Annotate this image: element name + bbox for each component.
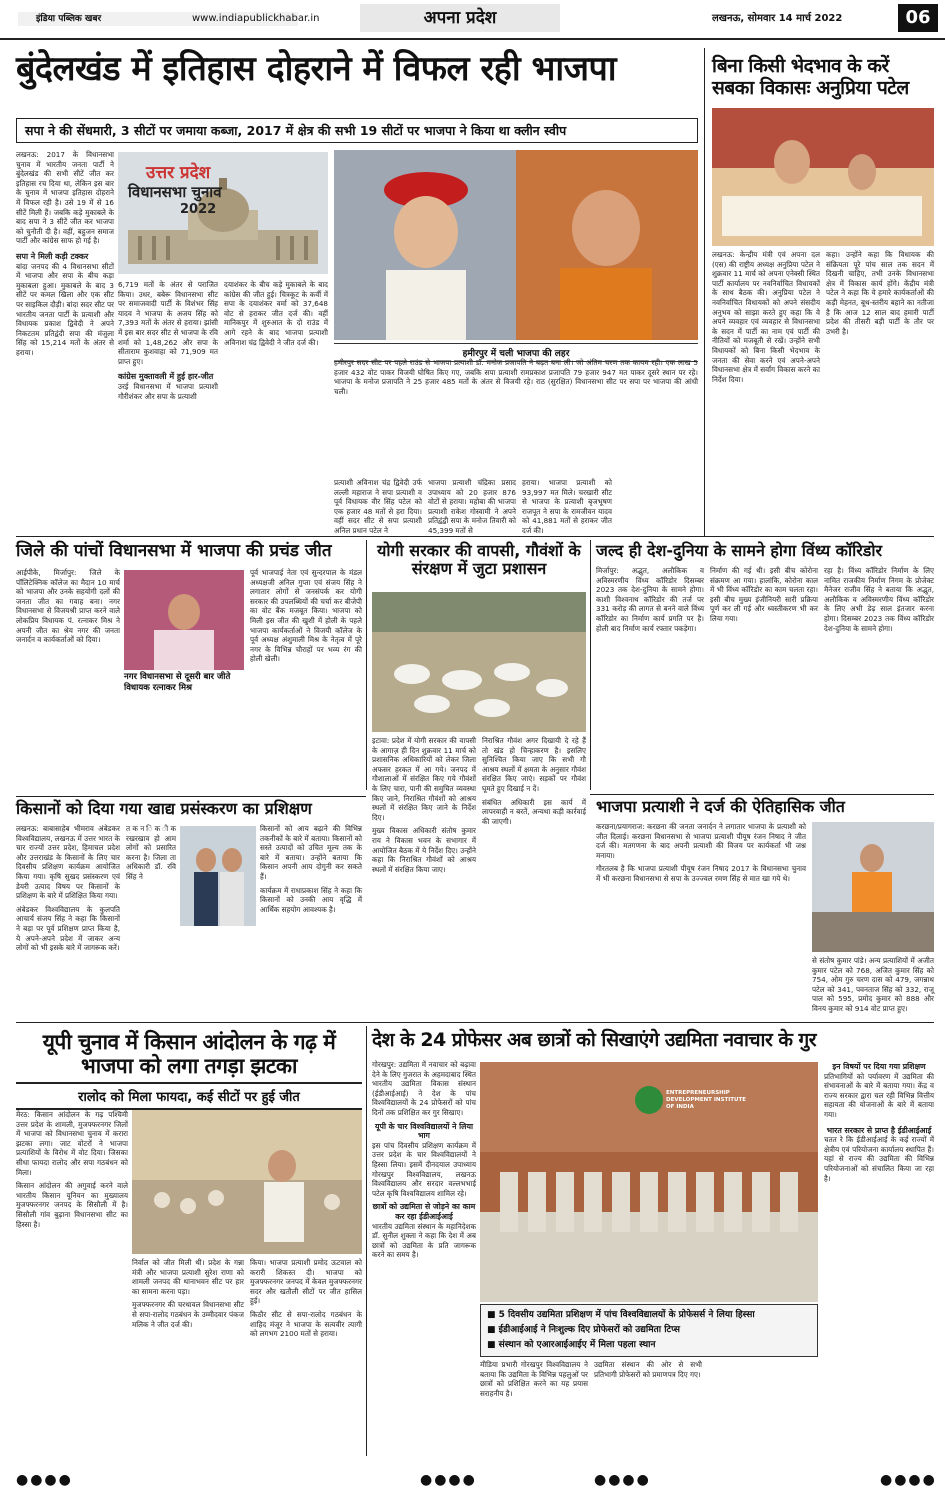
- footer-dots: ●●●●: [594, 1472, 651, 1488]
- yogi-article-col1: इटावा: प्रदेश में योगी सरकार की वापसी के आगाज़ ही दिन शुक्रवार 11 मार्च को प्रशासनिक अधिकारियों को लेकर जिला अफसर हरकत में आ गये। जनपद में गौशालाओं में संरक्षित किए गये गौवंशों के लिए चारा, पानी की समुचित व्यवस्था किए जाने, निराश्रित गौवंशों को आश्रय स्थलों में संरक्षित किए जाने के निर्देश दिए। मुख्य विकास अधिकारी संतोष कुमार राय ने विकास भवन के सभागार में आयोजित बैठक में ये निर्देश दिए। उन्होंने कहा कि निराश्रित गौवंशों को आश्रय स्थलों में संरक्षित किया जाए।: [372, 736, 476, 874]
- highlight-item: ■ ईडीआईआई ने निःशुल्क दिए प्रोफेसरों को उद्यमिता टिप्स: [487, 1325, 680, 1335]
- group-photo: [480, 1062, 818, 1302]
- graphic-year: 2022: [180, 202, 217, 217]
- graphic-title: उत्तर प्रदेश: [146, 163, 211, 183]
- publication-name: इंडिया पब्लिक खबर: [18, 12, 298, 26]
- column-divider: [590, 540, 591, 790]
- lead-headline: बुंदेलखंड में इतिहास दोहराने में विफल रही भाजपा: [16, 49, 617, 89]
- bjp-win-headline: भाजपा प्रत्याशी ने दर्ज की ऐतिहासिक जीत: [596, 797, 845, 816]
- column-divider: [366, 1026, 367, 1456]
- jila-headline: जिले की पांचों विधानसभा में भाजपा की प्रचंड जीत: [16, 541, 332, 561]
- vindhya-article-col3: रहा है। विंध्य कॉरिडोर निर्माण के लिए नामित राजकीय निर्माण निगम के प्रोजेक्ट मैनेजर राजीव सिंह ने बताया कि अद्भुत, अलौकिक व अविस्मरणीय विंध्य कॉरिडोर के लिए अभी डेढ़ साल इंतजार करना होगा। दिसम्बर 2023 तक विंध्य कॉरिडोर देश-दुनिया के सामने होगा।: [824, 566, 934, 633]
- lead-photo: [334, 150, 698, 340]
- kisan-headline: किसानों को दिया गया खाद्य प्रसंस्करण का प्रशिक्षण: [16, 799, 312, 818]
- upchunav-headline: यूपी चुनाव में किसान आंदोलन के गढ़ में भाजपा को लगा तगड़ा झटका: [42, 1030, 336, 1079]
- lead-article-col1: लखनऊ: 2017 के विधानसभा चुनाव में भारतीय जनता पार्टी ने बुंदेलखंड की सभी सीटें जीत कर इतिहास रच दिया था, लेकिन इस बार के चुनाव में भाजपा इतिहास दोहराने में विफल रही है। उसे 19 में से 16 सीटें मिली हैं। जबकि कड़े मुकाबले के बाद सपा ने 3 सीटें जीत कर भाजपा को चुनौती दी है। वहीं, बहुजन समाज पार्टी और कांग्रेस साफ हो गई है। सपा ने मिली कड़ी टक्कर बांदा जनपद की 4 विधानसभा सीटों में भाजपा और सपा के बीच कड़ा मुकाबला हुआ। मुकाबले के बाद 3 सीटें पर कमल खिला और एक सीट पर साइकिल दौड़ी। बांदा सदर सीट पर भारतीय जनता पार्टी के प्रत्याशी और विधायक प्रकाश द्विवेदी ने अपने निकटतम प्रतिद्वंदी सपा की मंजुला सिंह को 15,214 मतों के अंतर से हराया।: [16, 150, 114, 357]
- bjp-win-article-col2: से संतोष कुमार पांडे। अन्य प्रत्याशियों में अजीत कुमार पटेल को 768, अजित कुमार सिंह को 754, ओम गुरु चरण दास को 479, जगन्नाथ पटेल को 341, पवनताज सिंह को 332, राजू पाल को 595, प्रमोद कुमार को 888 और विनय कुमार को 914 वोट प्राप्त हुए।: [812, 956, 934, 1013]
- section-divider: [16, 796, 366, 797]
- professor-group-photo: [480, 1062, 818, 1302]
- election-graphic: [118, 152, 328, 274]
- section-title: अपना प्रदेश: [360, 4, 560, 32]
- section-divider: [16, 1022, 934, 1023]
- bjp-win-photo: [812, 822, 934, 952]
- upchunav-subheadline: रालोद को मिला फायदा, कई सीटों पर हुई जीत: [16, 1082, 362, 1110]
- graphic-subtitle: विधानसभा चुनाव: [128, 183, 222, 201]
- lead-subheadline: सपा ने की सेंधमारी, 3 सीटों पर जमाया कब्जा, 2017 में क्षेत्र की सभी 19 सीटों पर भाजपा ने किया था क्लीन स्वीप: [16, 118, 698, 143]
- lead-body-col2: प्रत्याशी अविनाश चंद्र द्विवेदी उर्फ लल्ली महाराज ने सपा प्रत्याशी व पूर्व विधायक वीर सिंह पटेल को एक हजार 48 मतों से हरा दिया। वहीं सदर सीट से सपा प्रत्याशी अनिल प्रधान पटेल ने: [334, 478, 422, 535]
- crowd-photo: [132, 1110, 362, 1254]
- section-divider: [590, 794, 934, 795]
- footer-dots: ●●●●: [420, 1472, 477, 1488]
- kisan-article-col1: लखनऊ: बाबासाहेब भीमराव अंबेडकर विश्वविद्यालय, लखनऊ में उत्तर भारत के चार राज्यों उत्तर प्रदेश, हिमाचल प्रदेश और उत्तराखंड के किसानों के लिए चार दिवसीय प्रशिक्षण कार्यक्रम आयोजित किया गया। कृषि सुखद प्रसंस्करण एवं डेयरी उत्पाद विषय पर किसानों के प्रशिक्षण के बारे में प्रशिक्षित किया गया। अंबेडकर विश्वविद्यालय के कुलपति आचार्य संजय सिंह ने कहा कि किसानों ने बड़ा पर पूर्व प्रशिक्षण प्राप्त किया है, ये अपने-अपने प्रदेश में जाकर अन्य लोगों को भी इसके बारे में जागरूक करें।: [16, 824, 120, 953]
- politicians-photo: [334, 150, 698, 340]
- upchunav-article-col1: मेरठ: किसान आंदोलन के गढ़ पश्चिमी उत्तर प्रदेश के शामली, मुजफ्फरनगर जिलों में भाजपा को विधानसभा चुनाव में करारा झटका लगा। जाट वोटरों ने भाजपा प्रत्याशियों के विरोध में वोट दिया। जिसका सीधा फायदा रालोद और सपा गठबंधन को मिला। किसान आंदोलन की अगुवाई करने वाले भारतीय किसान यूनियन का मुख्यालय मुजफ्फरनगर जनपद के सिसौली में है। सिसौली गांव बुढ़ाना विधानसभा सीट का हिस्सा है।: [16, 1110, 128, 1229]
- anupriya-article-col2: कहा। उन्होंने कहा कि विधायक की संक्रियता पूरे पांच साल तक सदन में दिखनी चाहिए, तभी उनके विधानसभा क्षेत्र में विकास कार्य होंगे। केंद्रीय मंत्री पटेल ने कहा कि ये हमारे कार्यकर्ताओं की कड़ी मेहनत, बूथ-स्तरीय बहाने का नतीजा है कि आज 12 साल बाद हमारी पार्टी प्रदेश की तीसरी बड़ी पार्टी के तौर पर उभरी है।: [826, 250, 934, 336]
- bjp-win-article-col1: करछना/प्रयागराज: करछना की जनता जनार्दन ने लगातार भाजपा के प्रत्याशी को जीत दिलाई। करछना विधानसभा से भाजपा प्रत्याशी पीयूष रंजन निषाद ने जीत दर्ज की। मतगणना के बाद अपनी प्रत्याशी की विजय पर कार्यकर्ता भी जश्न मनाया। गौरतलब है कि भाजपा प्रत्याशी पीयूष रंजन निषाद 2017 के विधानसभा चुनाव में भी करछना विधानसभा से सपा के उज्ज्वल रमण सिंह से मात खा गये थे।: [596, 822, 806, 883]
- lead-body-col3: भाजपा प्रत्याशी चंद्रिका प्रसाद उपाध्याय को 20 हजार 876 वोटों से हराया। महोबा की भाजपा प्रत्याशी राकेश गोस्वामी ने अपने प्रतिद्वंद्वी सपा के मनोज तिवारी को 45,399 मतों से: [428, 478, 516, 535]
- column-divider: [704, 48, 705, 536]
- highlight-item: ■ संस्थान को एआरआईआईए में मिला पहला स्थान: [487, 1340, 656, 1350]
- meeting-photo: [712, 108, 934, 246]
- cows-photo: [372, 592, 586, 732]
- celebration-photo: [124, 570, 244, 670]
- professor-headline: देश के 24 प्रोफेसर अब छात्रों को सिखाएंगे उद्यमिता नवाचार के गुर: [372, 1029, 817, 1051]
- anupriya-article-col1: लखनऊ: केन्द्रीय मंत्री एवं अपना दल (एस) की राष्ट्रीय अध्यक्ष अनुप्रिया पटेल ने शुक्रवार 11 मार्च को अपना एनेक्सी स्थित पार्टी कार्यालय पर नवनिर्वाचित विधायकों के साथ बैठक की। अनुप्रिया पटेल ने नवनिर्वाचित विधायकों को अपने संसदीय अनुभव को साझा करते हुए कहा कि वे अपने व्यवहार एवं व्यवहार से विधानसभा के सदन में पार्टी का नाम एवं पार्टी की नीतियों को मजबूती से रखें। उन्होंने सभी विधायकों को बिना किसी भेदभाव के जनता की सेवा करने एवं अपने-अपने विधानसभा क्षेत्र में सर्वांग विकास करने का निर्देश दिया।: [712, 250, 820, 384]
- cattle-photo: [372, 592, 586, 732]
- lead-article-col2: 6,719 मतों के अंतर से पराजित किया। उधर, बबेरू विधानसभा सीट पर समाजवादी पार्टी के विशंभर सिंह यादव ने भाजपा के अजय सिंह को 7,393 मतों के अंतर से हराया। झांसी में इस बार सदर सीट से भाजपा के रवि शर्मा को 1,48,262 और सपा के सीताराम कुशवाहा को 71,909 मत प्राप्त हुए। कांग्रेस मुक्तावली में हुई हार-जीत उरई विधानसभा में भाजपा प्रत्याशी गौरीशंकर और सपा के प्रत्याशी: [118, 280, 218, 401]
- lead-photo-body: हमीरपुर सदर सीट पर पहले राउंड से भाजपा प्रत्याशी डॉ. मनोज प्रजापति ने बढ़त बना ली। जो अंतिम चरण तक कायम रही। एक लाख 5 हजार 432 वोट पाकर विजयी घोषित किए गए, जबकि सपा प्रत्याशी रामप्रकाश प्रजापति 79 हजार 947 मत पाकर दूसरे स्थान पर रहे। भाजपा के मनोज प्रजापति ने 25 हजार 485 मतों के अंतर से विजयी रहे। राठ (सुरक्षित) विधानसभा सीट पर सपा पर भाजपा की आंधी चली।: [334, 358, 698, 396]
- footer-dots: ●●●●: [16, 1472, 73, 1488]
- vindhya-headline: जल्द ही देश-दुनिया के सामने होगा विंध्य कॉरिडोर: [596, 541, 883, 560]
- column-divider: [366, 540, 367, 790]
- anupriya-photo: [712, 108, 934, 246]
- lead-photo-caption: हमीरपुर में चली भाजपा की लहर: [334, 343, 698, 362]
- professor-article-col2: मीडिया प्रभारी गोरखपुर विश्वविद्यालय ने बताया कि उद्यमिता के विभिन्न पहलुओं पर छात्रों को प्रशिक्षित करने का यह प्रयास सराहनीय है।: [480, 1360, 588, 1398]
- upchunav-article-col2: निर्वाल को जीत मिली थी। प्रदेश के गन्ना मंत्री और भाजपा प्रत्याशी सुरेश राणा को शामली जनपद की थानाभवन सीट पर हार का सामना करना पड़ा। मुजफ्फरनगर की चरथावल विधानसभा सीट से सपा-रालोद गठबंधन के उम्मीदवार पंकज मलिक ने जीत दर्ज की।: [132, 1258, 244, 1329]
- award-photo: [180, 826, 256, 926]
- yogi-article-col2: निराश्रित गौवंश अगर दिखायी दे रहे हैं तो खंड हो चिन्हाकरण है। इसलिए सुनिश्चित किया जाए कि सभी गौ आश्रय स्थलों में क्षमता के अनुसार गौवंश संरक्षित किए जाएं। सड़कों पर गौवंश घूमते हुए दिखाई न दें। संबंधित अधिकारी इस कार्य में लापरवाही न बरतें, अन्यथा कड़ी कार्रवाई की जाएगी।: [482, 736, 586, 826]
- jila-article-col1: आईपीके, मिर्जापुर: जिले के पॉलिटेक्निक कॉलेज का मैदान 10 मार्च को भाजपा और उनके सहयोगी दलों की जनता जीत का गवाह बना। नगर विधानसभा से विजयश्री प्राप्त करने वाले लोकप्रिय विधायक पं. रत्नाकर मिश्र ने अपनी जीत का श्रेय नगर की जनता जनार्दन व कार्यकर्ताओं को दिया।: [16, 568, 120, 645]
- page-number: 06: [898, 4, 938, 32]
- upchunav-article-col3: किया। भाजपा प्रत्याशी प्रमोद ऊटवाल को करारी शिकस्त दी। भाजपा को मुजफ्फरनगर जनपद में केवल मुजफ्फरनगर सदर और खतौली सीटों पर जीत हासिल हुई। किठौर सीट से सपा-रालोद गठबंधन के शाहिद मंजूर ने भाजपा के सत्यवीर त्यागी को लगभग 2100 मतों से हराया।: [250, 1258, 362, 1339]
- kisan-article-col3: किसानों को आय बढ़ाने की विभिन्न तकनीकों के बारे में बताया। किसानों को सस्ते उत्पादों को उचित मूल्य तक के बारे में बताया। उन्होंने बताया कि किसान अपनी आय दोगुनी कर सकते हैं। कार्यक्रम में राधाप्रकाश सिंह ने कहा कि किसानों को उनकी आय वृद्धि में आर्थिक सहयोग आवश्यक है।: [260, 824, 362, 914]
- anupriya-headline: बिना किसी भेदभाव के करें सबका विकासः अनुप्रिया पटेल: [712, 55, 909, 99]
- kisan-article-col2: त क न ि क ी क रखरखाव हो आम लोगों को प्रसारित करना है। जिला ता अधिकारी डॉ. रवि सिंह ने: [126, 824, 176, 881]
- professor-article-col4: इन विषयों पर दिया गया प्रशिक्षण प्रतिभागियों को पर्यावरण में उद्यमिता की संभावनाओं के बारे में बताया गया। केंद्र व राज्य सरकार द्वारा चल रही विभिन्न वित्तीय सहायता की योजनाओं के बारे में बताया गया। भारत सरकार से प्राप्त है ईडीआईआई चतत रे कि ईडीआईआई के कई राज्यों में क्षेत्रीय एवं परियोजना कार्यालय स्थापित हैं। यहां से राज्य की उद्यमिता की विभिन्न परियोजनाओं को संचालित किया जा रहा है।: [824, 1062, 934, 1183]
- professor-article-col3: उद्यमिता संस्थान की ओर से सभी प्रतिभागी प्रोफेसरों को प्रमाणपत्र दिए गए।: [594, 1360, 702, 1379]
- professor-article-col1: गोरखपुर: उद्यमिता में नवाचार को बढ़ावा देने के लिए गुजरात के अहमदाबाद स्थित भारतीय उद्यमिता विकास संस्थान (ईडीआईआई) ने देश के पांच विश्वविद्यालयों के 24 प्रोफेसरों को पांच दिनों तक प्रशिक्षित कर गुर सिखाए। यूपी के चार विश्वविद्यालयों ने लिया भाग इस पांच दिवसीय प्रशिक्षण कार्यक्रम में उत्तर प्रदेश के चार विश्वविद्यालयों ने हिस्सा लिया। इसमें दीनदयाल उपाध्याय गोरखपुर विश्वविद्यालय, लखनऊ विश्वविद्यालय और सरदार वल्लभभाई पटेल कृषि विश्वविद्यालय शामिल रहे। छात्रों को उद्यमिता से जोड़ने का काम कर रहा ईडीआईआई भारतीय उद्यमिता संस्थान के महानिदेशक डॉ. सुनील शुक्ला ने कहा कि देश में अब छात्रों को उद्यमिता के प्रति जागरूक करने का समय है।: [372, 1060, 476, 1260]
- professor-highlights: [480, 1304, 818, 1357]
- farmer-rally-photo: [132, 1110, 362, 1254]
- page-header: [0, 0, 945, 40]
- jila-article-col2: पूर्व भाजपाई नेता एवं सुन्दरपाल के मंडल अध्यक्षजी अनिल गुप्ता एवं संजय सिंह ने लगातार लोगों से जनसंपर्क कर योगी सरकार की उपलब्धियों की चर्चा कर बीजेपी का वोट बैंक मजबूत किया। भाजपा को मिली इस जीत की खुशी में होली के पहले भाजपा कार्यकर्ताओं ने विजयी कॉलेज के पूर्व अध्यक्ष अंशुमाली मिश्र के नेतृत्व में पूरे नगर के विभिन्न चौराहों पर भव्य रंग की होली खेली।: [250, 568, 362, 664]
- edii-banner: ENTREPRENEURSHIP DEVELOPMENT INSTITUTE OF INDIA: [666, 1090, 746, 1110]
- footer-dots: ●●●●: [880, 1472, 937, 1488]
- jila-photo: [124, 570, 244, 670]
- website-url[interactable]: www.indiapublickhabar.in: [192, 13, 320, 24]
- vindhya-article-col1: मिर्जापुर: अद्भुत, अलौकिक व अविस्मरणीय विंध्य कॉरिडोर दिसम्बर 2023 तक देश-दुनिया के सामने होगा। काशी विश्वनाथ कॉरिडोर की तर्ज पर 331 करोड़ की लागत से बनने वाले विंध्य कॉरिडोर का निर्माण कार्य प्रगति पर है। होली बाद निर्माण कार्य रफ्तार पकड़ेगा।: [596, 566, 704, 633]
- rally-photo: [812, 822, 934, 952]
- yogi-headline: योगी सरकार की वापसी, गौवंशों के संरक्षण में जुटा प्रशासन: [377, 541, 581, 578]
- highlight-item: ■ 5 दिवसीय उद्यमिता प्रशिक्षण में पांच विश्वविद्यालयों के प्रोफेसर्स ने लिया हिस्सा: [487, 1310, 755, 1320]
- vindhya-article-col2: निर्माण की गई थी। इसी बीच कोरोना संक्रमण आ गया। हालांकि, कोरोना काल में भी विंध्य कॉरिडोर का काम चलता रहा। इसी बीच मुख्य इंजीनियरी सारी प्रक्रिया पूर्ण कर ली गई और ध्वस्तीकरण भी कर लिया गया।: [710, 566, 818, 623]
- lead-body-col4: हराया। भाजपा प्रत्याशी को 93,997 मत मिले। चरखारी सीट से भाजपा के प्रत्याशी बृजभूषण राजपूत ने सपा के रामजीवन यादव को 41,881 मतों से हराकर जीत दर्ज की।: [522, 478, 612, 535]
- kisan-photo: [180, 826, 256, 926]
- lead-article-col3: दयाशंकर के बीच कड़े मुकाबले के बाद कांग्रेस की जीत हुई। चित्रकूट के कर्वी में सपा के दयाशंकर वर्मा को 37,648 वोट से हराकर जीत दर्ज की। वहीं मानिकपुर में शुरुआत के दो राउंड में आगे रहने के बाद भाजपा प्रत्याशी अविनाश चंद्र द्विवेदी ने जीत दर्ज की।: [224, 280, 328, 347]
- section-divider: [16, 536, 934, 537]
- dateline: लखनऊ, सोमवार 14 मार्च 2022: [712, 13, 843, 24]
- jila-photo-caption: नगर विधानसभा से दूसरी बार जीते विधायक रत्नाकर मिश्र: [124, 672, 231, 693]
